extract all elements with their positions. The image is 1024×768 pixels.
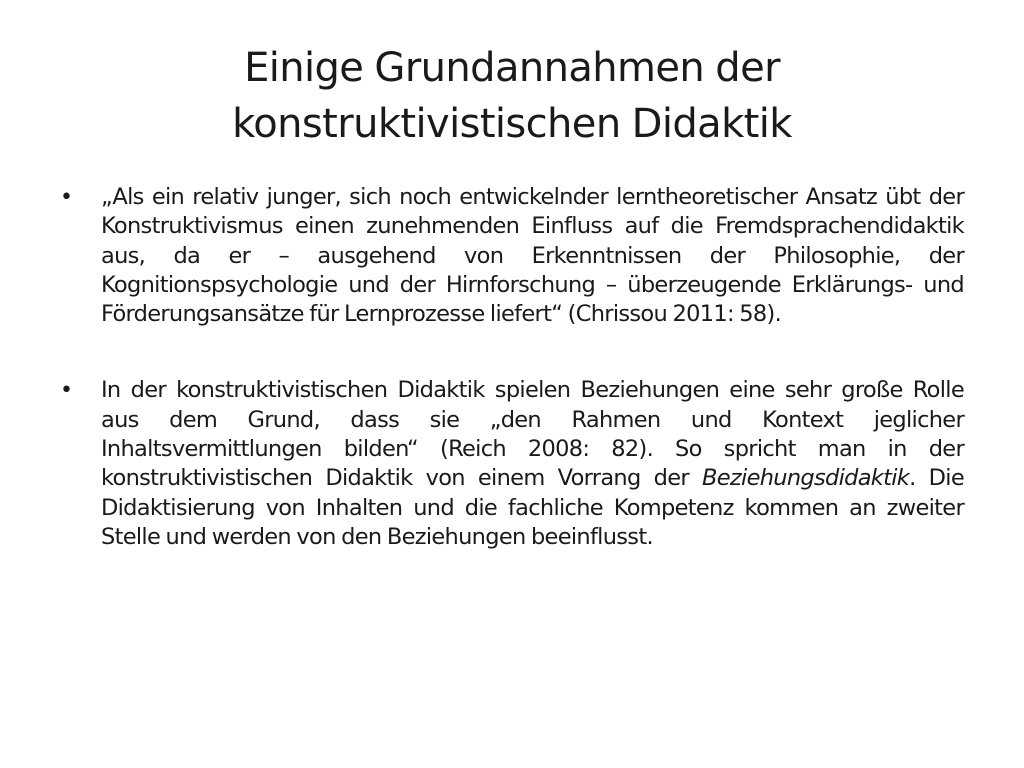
bullet-item-1 — [60, 183, 964, 329]
bullet-marker-icon: • — [60, 185, 73, 210]
slide-title: Einige Grundannahmen der konstruktivistischen Didaktik — [232, 45, 792, 147]
bullet-text-emphasis: Beziehungsdidaktik — [702, 465, 910, 492]
bullet-marker-icon: • — [60, 378, 73, 404]
bullet-text-part-1: In der konstruktivistischen Didaktik spielen Beziehungen eine sehr große Rolle aus dem Grund, dass sie „den Rahmen und Kontext jeglicher Inhaltsvermittlungen bilden“ (Reich 2008: 82). So spricht man in der konstruktivistischen Didaktik von einem Vorrang der — [101, 377, 964, 492]
bullet-text-quote: „Als ein relativ junger, sich noch entwickelnder lerntheoretischer Ansatz übt der Konstruktivismus einen zunehmenden Einfluss auf die Fremdsprachendidaktik aus, da er – ausgehend von Erkenntnissen der Philosophie, der Kognitionspsychologie und der Hirnforschung – überzeugende Erklärungs- und Förderungsansätze für Lernprozesse liefert“ (Chrissou 2011: 58). — [101, 184, 964, 328]
bullet-list — [60, 183, 964, 552]
bullet-item-2 — [60, 376, 964, 552]
bullet-text-part-2: . Die Didaktisierung von Inhalten und die fachliche Kompetenz kommen an zweiter Stelle und werden von den Beziehungen beeinflusst. — [101, 465, 965, 550]
